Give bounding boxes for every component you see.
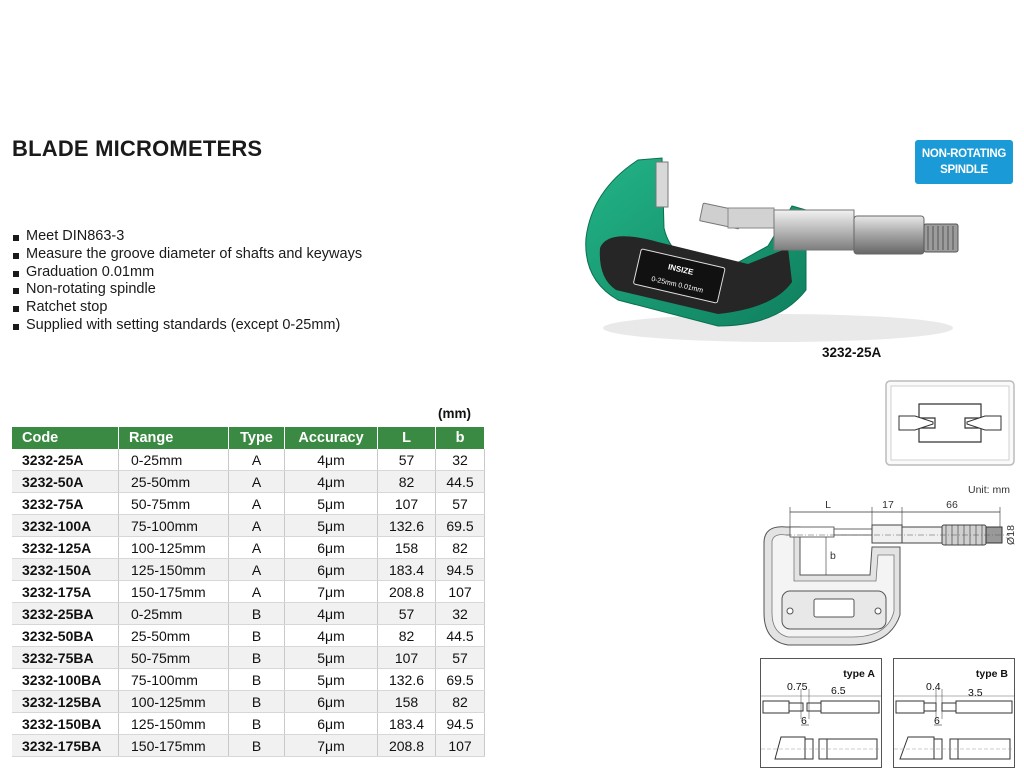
feature-item: Ratchet stop xyxy=(12,299,362,317)
type-a-diagram xyxy=(760,658,882,768)
cell-l: 158 xyxy=(378,537,436,559)
type-a-dim-2: 6.5 xyxy=(831,685,846,697)
cell-accuracy: 4μm xyxy=(285,449,378,471)
cell-code: 3232-125BA xyxy=(12,691,119,713)
column-header-code: Code xyxy=(12,427,119,449)
feature-item: Meet DIN863-3 xyxy=(12,228,362,246)
spindle xyxy=(728,208,774,228)
cell-type: B xyxy=(229,669,285,691)
type-b-dim-3: 6 xyxy=(934,715,940,727)
cell-type: A xyxy=(229,471,285,493)
cell-code: 3232-100A xyxy=(12,515,119,537)
cell-accuracy: 5μm xyxy=(285,493,378,515)
cell-code: 3232-150A xyxy=(12,559,119,581)
sleeve xyxy=(774,210,854,250)
non-rotating-spindle-badge xyxy=(915,140,1013,184)
dimension-drawing xyxy=(760,495,1020,653)
cell-b: 107 xyxy=(436,581,485,603)
table-row xyxy=(12,471,485,493)
cell-type: B xyxy=(229,625,285,647)
table-row xyxy=(12,493,485,515)
column-header-type: Type xyxy=(229,427,285,449)
dim-diameter-label: Ø18 xyxy=(1005,525,1017,545)
feature-list xyxy=(12,228,362,335)
feature-item: Supplied with setting standards (except 0-25mm) xyxy=(12,317,362,335)
cell-range: 150-175mm xyxy=(119,735,229,757)
table-body xyxy=(12,449,485,757)
cell-type: A xyxy=(229,515,285,537)
cell-b: 57 xyxy=(436,493,485,515)
cell-l: 183.4 xyxy=(378,713,436,735)
cell-type: B xyxy=(229,647,285,669)
cell-code: 3232-75BA xyxy=(12,647,119,669)
cell-type: A xyxy=(229,493,285,515)
dim-17-label: 17 xyxy=(882,499,894,511)
cell-accuracy: 5μm xyxy=(285,647,378,669)
cell-b: 69.5 xyxy=(436,669,485,691)
cell-range: 0-25mm xyxy=(119,449,229,471)
cell-code: 3232-50BA xyxy=(12,625,119,647)
cell-accuracy: 5μm xyxy=(285,669,378,691)
frame-range-text: 0-25mm 0.01mm xyxy=(650,275,704,295)
cell-accuracy: 7μm xyxy=(285,581,378,603)
table-header-row xyxy=(12,427,485,449)
blade-measurement-icon xyxy=(885,380,1015,466)
column-header-l: L xyxy=(378,427,436,449)
cell-l: 183.4 xyxy=(378,559,436,581)
table-row xyxy=(12,691,485,713)
cell-accuracy: 6μm xyxy=(285,713,378,735)
page-title: BLADE MICROMETERS xyxy=(12,136,263,161)
cell-type: A xyxy=(229,449,285,471)
cell-type: A xyxy=(229,559,285,581)
cell-range: 50-75mm xyxy=(119,647,229,669)
cell-range: 125-150mm xyxy=(119,559,229,581)
cell-l: 57 xyxy=(378,449,436,471)
spec-table xyxy=(12,427,485,757)
anvil-blade xyxy=(656,162,668,207)
table-row xyxy=(12,559,485,581)
table-row xyxy=(12,537,485,559)
cell-range: 75-100mm xyxy=(119,515,229,537)
cell-accuracy: 4μm xyxy=(285,625,378,647)
cell-b: 44.5 xyxy=(436,471,485,493)
table-row xyxy=(12,713,485,735)
feature-item: Non-rotating spindle xyxy=(12,281,362,299)
cell-b: 94.5 xyxy=(436,559,485,581)
cell-type: B xyxy=(229,603,285,625)
cell-accuracy: 5μm xyxy=(285,515,378,537)
cell-b: 32 xyxy=(436,449,485,471)
cell-code: 3232-150BA xyxy=(12,713,119,735)
feature-item: Graduation 0.01mm xyxy=(12,264,362,282)
column-header-accuracy: Accuracy xyxy=(285,427,378,449)
cell-range: 100-125mm xyxy=(119,537,229,559)
cell-code: 3232-50A xyxy=(12,471,119,493)
unit-label: (mm) xyxy=(438,406,471,421)
cell-accuracy: 4μm xyxy=(285,603,378,625)
cell-type: A xyxy=(229,537,285,559)
cell-range: 50-75mm xyxy=(119,493,229,515)
cell-code: 3232-25BA xyxy=(12,603,119,625)
table-row xyxy=(12,449,485,471)
cell-b: 94.5 xyxy=(436,713,485,735)
cell-accuracy: 4μm xyxy=(285,471,378,493)
type-a-dim-1: 0.75 xyxy=(787,681,808,693)
unit-note: Unit: mm xyxy=(968,484,1010,496)
cell-range: 25-50mm xyxy=(119,625,229,647)
dim-b-label: b xyxy=(830,550,836,562)
cell-b: 44.5 xyxy=(436,625,485,647)
cell-b: 69.5 xyxy=(436,515,485,537)
type-b-dim-1: 0.4 xyxy=(926,681,941,693)
table-row xyxy=(12,669,485,691)
cell-type: B xyxy=(229,735,285,757)
cell-b: 57 xyxy=(436,647,485,669)
badge-line-2: SPINDLE xyxy=(940,164,988,176)
cell-type: B xyxy=(229,713,285,735)
table-row xyxy=(12,603,485,625)
cell-code: 3232-75A xyxy=(12,493,119,515)
cell-accuracy: 6μm xyxy=(285,559,378,581)
feature-item: Measure the groove diameter of shafts and keyways xyxy=(12,246,362,264)
model-caption: 3232-25A xyxy=(822,345,882,360)
cell-type: B xyxy=(229,691,285,713)
table-row xyxy=(12,647,485,669)
type-a-label: type A xyxy=(843,668,875,680)
cell-code: 3232-25A xyxy=(12,449,119,471)
column-header-range: Range xyxy=(119,427,229,449)
column-header-b: b xyxy=(436,427,485,449)
cell-range: 150-175mm xyxy=(119,581,229,603)
badge-line-1: NON-ROTATING xyxy=(921,148,1007,160)
type-b-label: type B xyxy=(975,668,1008,680)
micrometer-photo xyxy=(578,150,968,350)
cell-b: 107 xyxy=(436,735,485,757)
cell-b: 82 xyxy=(436,691,485,713)
cell-code: 3232-175A xyxy=(12,581,119,603)
cell-l: 132.6 xyxy=(378,515,436,537)
cell-accuracy: 6μm xyxy=(285,537,378,559)
cell-l: 107 xyxy=(378,493,436,515)
cell-accuracy: 7μm xyxy=(285,735,378,757)
type-b-diagram xyxy=(893,658,1015,768)
table-row xyxy=(12,735,485,757)
cell-l: 107 xyxy=(378,647,436,669)
cell-l: 132.6 xyxy=(378,669,436,691)
cell-l: 82 xyxy=(378,471,436,493)
cell-l: 82 xyxy=(378,625,436,647)
cell-b: 82 xyxy=(436,537,485,559)
cell-range: 125-150mm xyxy=(119,713,229,735)
type-a-dim-3: 6 xyxy=(801,715,807,727)
cell-l: 158 xyxy=(378,691,436,713)
cell-code: 3232-125A xyxy=(12,537,119,559)
table-row xyxy=(12,515,485,537)
table-row xyxy=(12,581,485,603)
cell-b: 32 xyxy=(436,603,485,625)
cell-code: 3232-100BA xyxy=(12,669,119,691)
table-row xyxy=(12,625,485,647)
dim-l-label: L xyxy=(825,499,831,511)
cell-code: 3232-175BA xyxy=(12,735,119,757)
thimble xyxy=(854,216,924,254)
cell-l: 57 xyxy=(378,603,436,625)
cell-type: A xyxy=(229,581,285,603)
cell-l: 208.8 xyxy=(378,581,436,603)
cell-range: 100-125mm xyxy=(119,691,229,713)
type-b-dim-2: 3.5 xyxy=(968,687,983,699)
brand-logo-text: INSIZE xyxy=(667,262,695,277)
dim-66-label: 66 xyxy=(946,499,958,511)
cell-range: 0-25mm xyxy=(119,603,229,625)
cell-range: 75-100mm xyxy=(119,669,229,691)
cell-l: 208.8 xyxy=(378,735,436,757)
cell-accuracy: 6μm xyxy=(285,691,378,713)
cell-range: 25-50mm xyxy=(119,471,229,493)
